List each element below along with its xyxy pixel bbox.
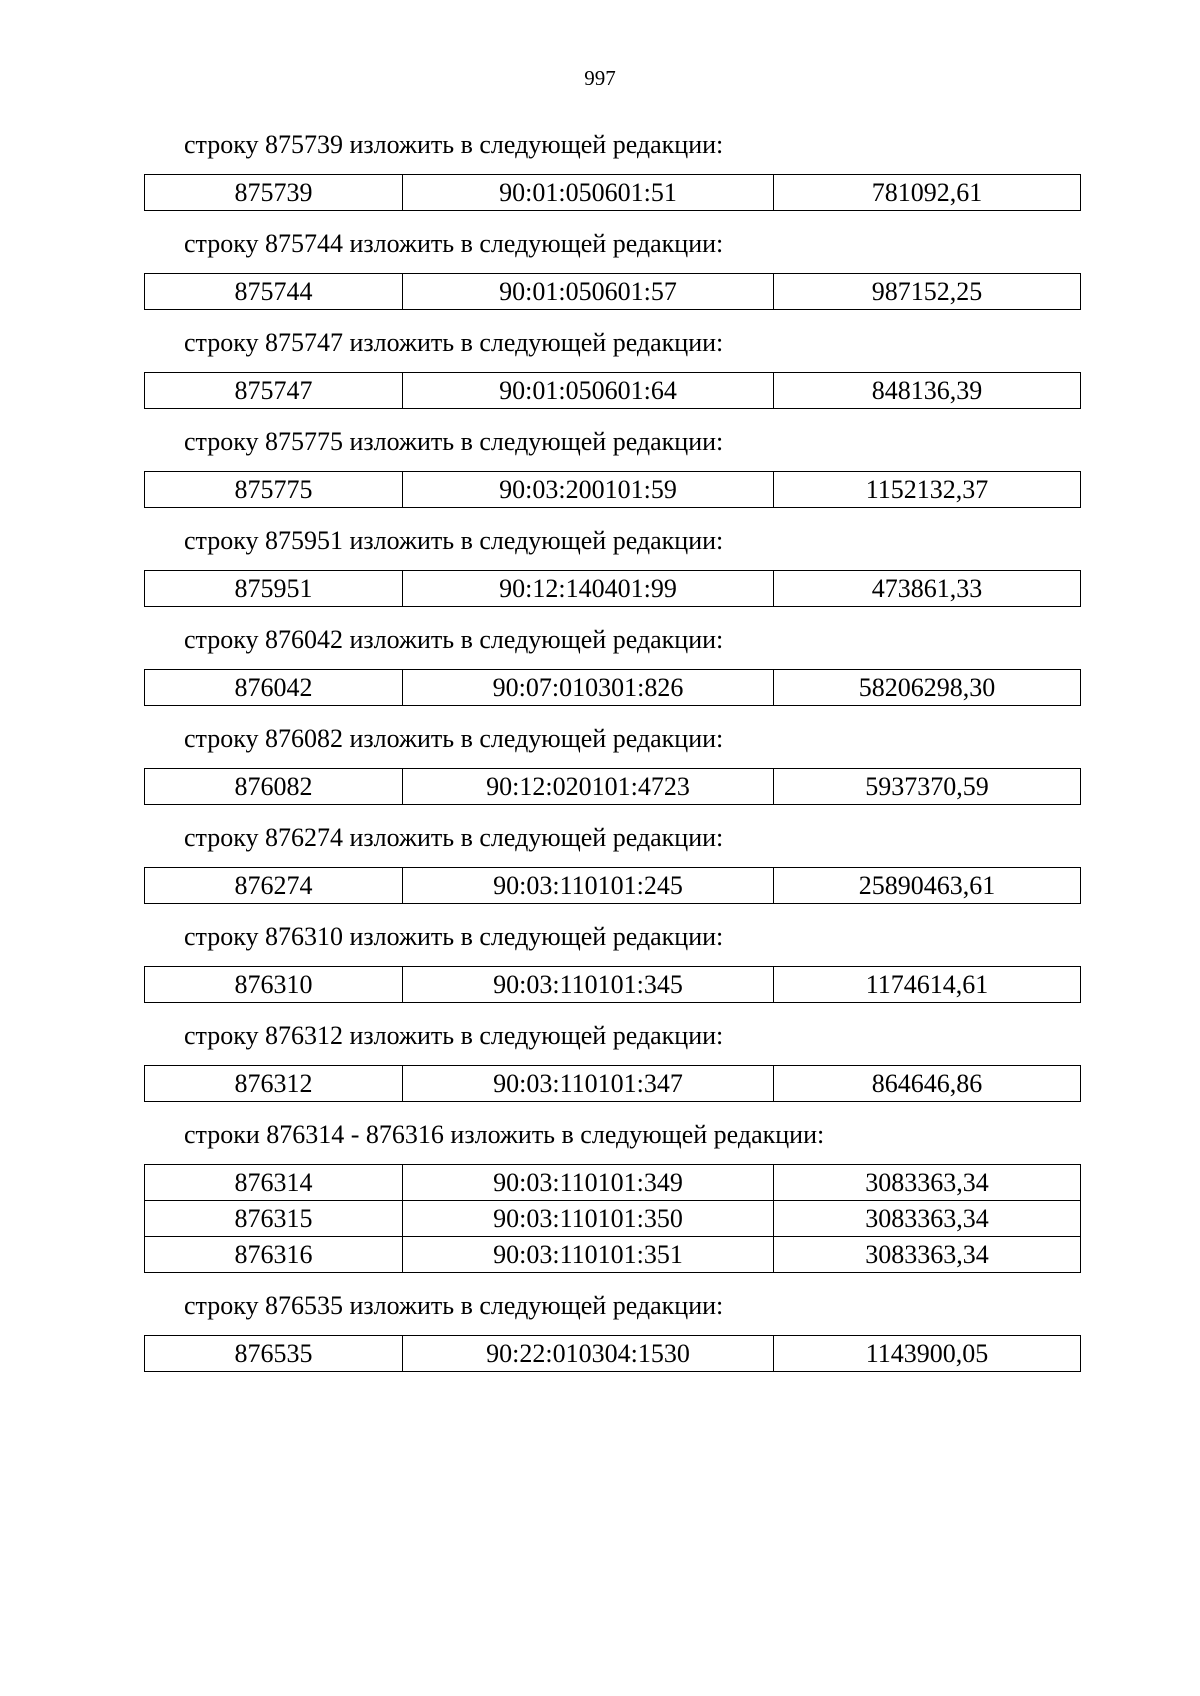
value-cell: 58206298,30 <box>774 670 1081 706</box>
amendment-table <box>144 1164 1081 1273</box>
amendment-heading: строку 876274 изложить в следующей редакции: <box>184 823 724 852</box>
amendment-entry <box>144 625 1080 706</box>
amendment-heading: строку 875744 изложить в следующей редакции: <box>184 229 724 258</box>
row-number-cell: 876310 <box>145 967 403 1003</box>
table-row <box>145 175 1081 211</box>
cadastral-number-cell: 90:03:110101:245 <box>403 868 774 904</box>
table-row <box>145 274 1081 310</box>
row-number-cell: 876082 <box>145 769 403 805</box>
value-cell: 848136,39 <box>774 373 1081 409</box>
value-cell: 25890463,61 <box>774 868 1081 904</box>
row-number-cell: 876315 <box>145 1201 403 1237</box>
amendment-entry <box>144 724 1080 805</box>
amendment-heading: строку 875775 изложить в следующей редакции: <box>184 427 724 456</box>
cadastral-number-cell: 90:03:200101:59 <box>403 472 774 508</box>
amendment-table <box>144 1335 1081 1372</box>
value-cell: 1152132,37 <box>774 472 1081 508</box>
amendment-entry <box>144 1120 1080 1273</box>
amendment-heading: строки 876314 - 876316 изложить в следующей редакции: <box>184 1120 825 1149</box>
amendment-table <box>144 768 1081 805</box>
page-number: 997 <box>584 66 616 90</box>
amendment-heading: строку 876310 изложить в следующей редакции: <box>184 922 724 951</box>
table-row <box>145 1066 1081 1102</box>
row-number-cell: 875744 <box>145 274 403 310</box>
amendment-heading: строку 876535 изложить в следующей редакции: <box>184 1291 724 1320</box>
table-row <box>145 769 1081 805</box>
cadastral-number-cell: 90:01:050601:51 <box>403 175 774 211</box>
amendment-entry <box>144 1021 1080 1102</box>
amendment-table <box>144 867 1081 904</box>
cadastral-number-cell: 90:12:140401:99 <box>403 571 774 607</box>
table-row <box>145 1336 1081 1372</box>
row-number-cell: 875951 <box>145 571 403 607</box>
value-cell: 3083363,34 <box>774 1201 1081 1237</box>
amendment-heading: строку 876082 изложить в следующей редакции: <box>184 724 724 753</box>
cadastral-number-cell: 90:03:110101:345 <box>403 967 774 1003</box>
table-row <box>145 868 1081 904</box>
amendment-heading: строку 875739 изложить в следующей редакции: <box>184 130 724 159</box>
amendment-heading: строку 876312 изложить в следующей редакции: <box>184 1021 724 1050</box>
value-cell: 5937370,59 <box>774 769 1081 805</box>
table-row <box>145 967 1081 1003</box>
amendment-entry <box>144 427 1080 508</box>
amendment-table <box>144 669 1081 706</box>
value-cell: 987152,25 <box>774 274 1081 310</box>
amendment-table <box>144 273 1081 310</box>
cadastral-number-cell: 90:03:110101:347 <box>403 1066 774 1102</box>
value-cell: 1143900,05 <box>774 1336 1081 1372</box>
cadastral-number-cell: 90:12:020101:4723 <box>403 769 774 805</box>
amendment-entry <box>144 328 1080 409</box>
amendment-heading: строку 875951 изложить в следующей редакции: <box>184 526 724 555</box>
amendment-table <box>144 570 1081 607</box>
amendment-entry <box>144 229 1080 310</box>
row-number-cell: 876535 <box>145 1336 403 1372</box>
amendment-entry <box>144 823 1080 904</box>
amendment-table <box>144 174 1081 211</box>
table-row <box>145 472 1081 508</box>
table-row <box>145 670 1081 706</box>
value-cell: 3083363,34 <box>774 1165 1081 1201</box>
amendment-table <box>144 372 1081 409</box>
table-row <box>145 1237 1081 1273</box>
amendment-entry <box>144 526 1080 607</box>
cadastral-number-cell: 90:01:050601:57 <box>403 274 774 310</box>
row-number-cell: 875739 <box>145 175 403 211</box>
value-cell: 1174614,61 <box>774 967 1081 1003</box>
row-number-cell: 876274 <box>145 868 403 904</box>
value-cell: 781092,61 <box>774 175 1081 211</box>
amendment-table <box>144 966 1081 1003</box>
row-number-cell: 875747 <box>145 373 403 409</box>
row-number-cell: 876312 <box>145 1066 403 1102</box>
row-number-cell: 875775 <box>145 472 403 508</box>
row-number-cell: 876314 <box>145 1165 403 1201</box>
table-row <box>145 1165 1081 1201</box>
amendment-entry <box>144 130 1080 211</box>
amendment-entry <box>144 922 1080 1003</box>
amendment-heading: строку 876042 изложить в следующей редакции: <box>184 625 724 654</box>
value-cell: 864646,86 <box>774 1066 1081 1102</box>
value-cell: 3083363,34 <box>774 1237 1081 1273</box>
amendment-entry <box>144 1291 1080 1372</box>
cadastral-number-cell: 90:03:110101:350 <box>403 1201 774 1237</box>
cadastral-number-cell: 90:03:110101:351 <box>403 1237 774 1273</box>
table-row <box>145 373 1081 409</box>
amendment-table <box>144 471 1081 508</box>
value-cell: 473861,33 <box>774 571 1081 607</box>
cadastral-number-cell: 90:03:110101:349 <box>403 1165 774 1201</box>
cadastral-number-cell: 90:22:010304:1530 <box>403 1336 774 1372</box>
cadastral-number-cell: 90:07:010301:826 <box>403 670 774 706</box>
document-body <box>144 130 1080 1390</box>
row-number-cell: 876316 <box>145 1237 403 1273</box>
table-row <box>145 571 1081 607</box>
cadastral-number-cell: 90:01:050601:64 <box>403 373 774 409</box>
amendment-heading: строку 875747 изложить в следующей редакции: <box>184 328 724 357</box>
table-row <box>145 1201 1081 1237</box>
row-number-cell: 876042 <box>145 670 403 706</box>
amendment-table <box>144 1065 1081 1102</box>
